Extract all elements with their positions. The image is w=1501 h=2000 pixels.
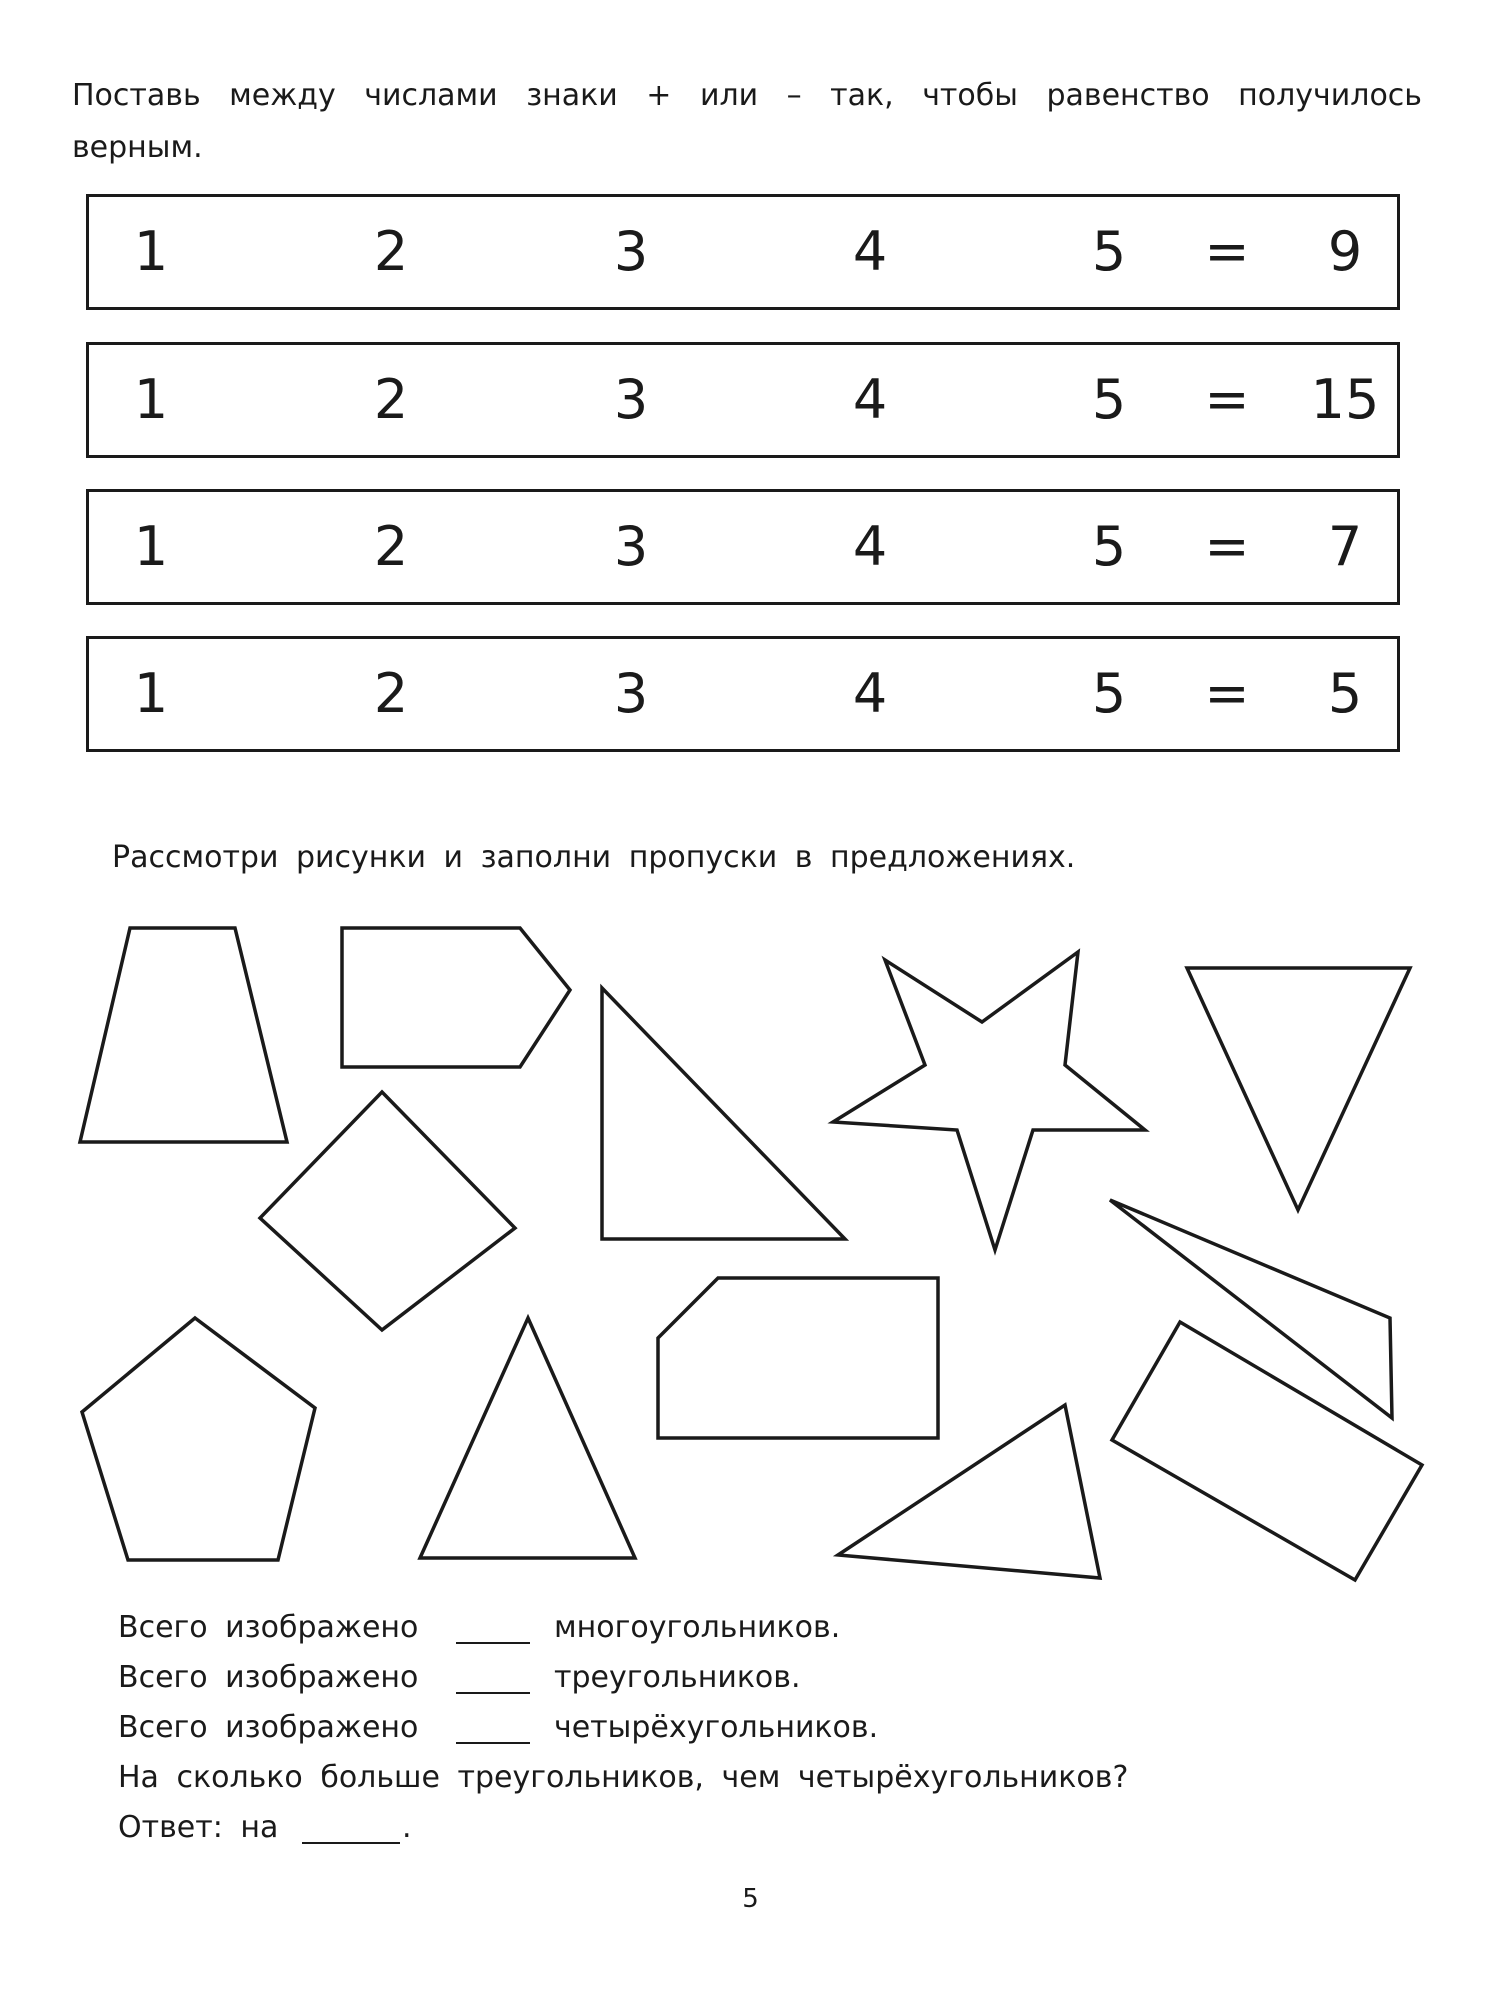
question-text: Всего изображено (118, 1710, 419, 1745)
equation-number: 4 (852, 662, 888, 725)
equation-number: 5 (1091, 515, 1127, 578)
equation-number: 2 (373, 368, 409, 431)
equation-number: 3 (613, 515, 649, 578)
equation-number: 5 (1091, 368, 1127, 431)
inverted-triangle-shape (1187, 968, 1410, 1210)
equals-sign: = (1204, 368, 1250, 431)
equation-number: 1 (133, 662, 169, 725)
equation-result: 9 (1327, 220, 1363, 283)
equation-number: 1 (133, 368, 169, 431)
right-triangle-shape (602, 988, 845, 1239)
equation-number: 3 (613, 220, 649, 283)
answer-blank[interactable] (302, 1814, 400, 1844)
obtuse-triangle-shape (838, 1405, 1100, 1578)
equation-number: 4 (852, 368, 888, 431)
equals-sign: = (1204, 220, 1250, 283)
task1-instruction: Поставь между числами знаки + или – так, чтобы равенство получилось верным. (72, 78, 1422, 165)
question-suffix: многоугольников. (554, 1610, 841, 1645)
star-shape (833, 952, 1145, 1250)
trapezoid-shape (80, 928, 287, 1142)
answer-blank[interactable] (456, 1714, 530, 1744)
triangle-shape (420, 1318, 635, 1558)
equals-sign: = (1204, 515, 1250, 578)
equation-number: 2 (373, 515, 409, 578)
task2-instruction: Рассмотри рисунки и заполни пропуски в предложениях. (112, 840, 1076, 875)
truncated-rectangle-shape (658, 1278, 938, 1438)
equation-number: 3 (613, 368, 649, 431)
equation-number: 4 (852, 220, 888, 283)
equation-result: 7 (1327, 515, 1363, 578)
question-text: Всего изображено (118, 1660, 419, 1695)
answer-period: . (402, 1810, 412, 1845)
equation-number: 5 (1091, 220, 1127, 283)
equation-number: 3 (613, 662, 649, 725)
equals-sign: = (1204, 662, 1250, 725)
equation-number: 1 (133, 220, 169, 283)
answer-label: Ответ: на (118, 1810, 279, 1845)
equation-number: 2 (373, 220, 409, 283)
equation-number: 2 (373, 662, 409, 725)
pentagon-arrow-shape (342, 928, 570, 1067)
tilted-rectangle-shape (1112, 1322, 1422, 1580)
answer-blank[interactable] (456, 1664, 530, 1694)
equation-result: 15 (1310, 368, 1380, 431)
equation-result: 5 (1327, 662, 1363, 725)
question-suffix: четырёхугольников. (554, 1710, 879, 1745)
equation-number: 1 (133, 515, 169, 578)
pentagon-shape (82, 1318, 315, 1560)
question-text: Всего изображено (118, 1610, 419, 1645)
answer-blank[interactable] (456, 1614, 530, 1644)
page-number: 5 (742, 1884, 759, 1914)
rhombus-shape (260, 1092, 515, 1330)
question-text: На сколько больше треугольников, чем четырёхугольников? (118, 1760, 1129, 1795)
equation-number: 4 (852, 515, 888, 578)
thin-triangle-shape (1110, 1200, 1392, 1418)
question-suffix: треугольников. (554, 1660, 801, 1695)
equation-number: 5 (1091, 662, 1127, 725)
